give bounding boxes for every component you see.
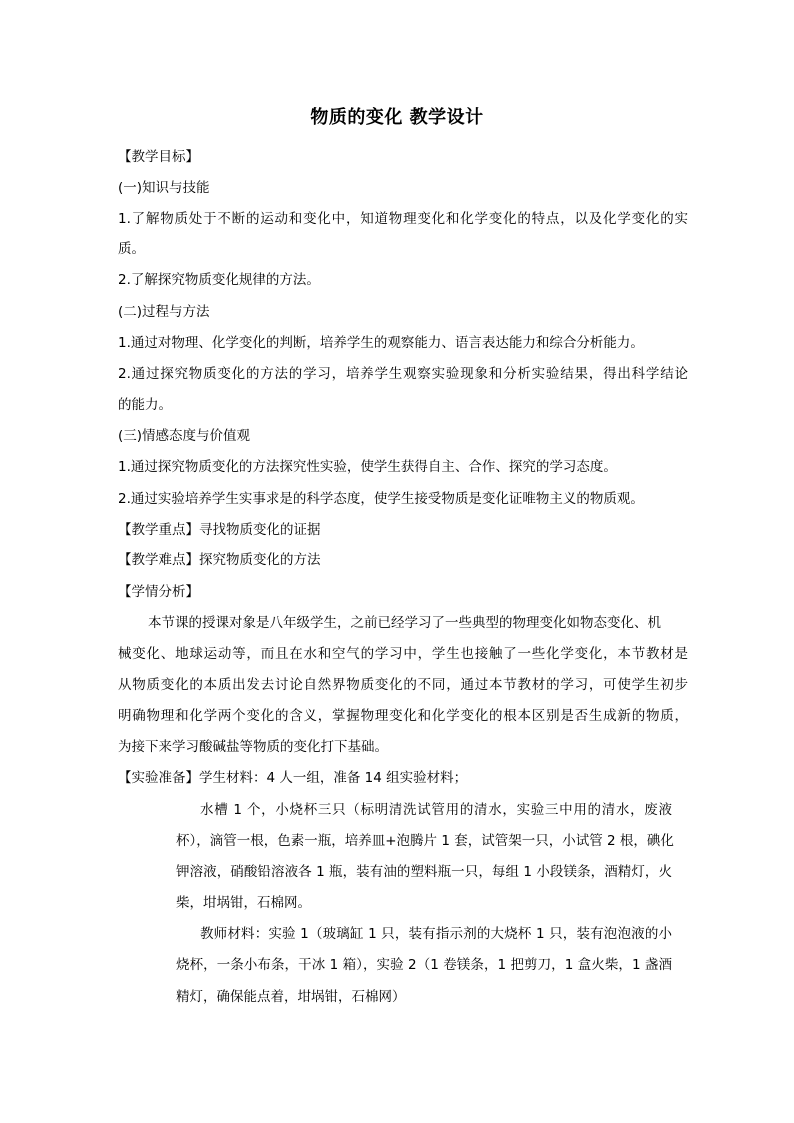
paragraph-line: 2.了解探究物质变化规律的方法。 xyxy=(118,272,320,288)
paragraph-line: 钾溶液，硝酸铅溶液各 1 瓶，装有油的塑料瓶一只，每组 1 小段镁条，酒精灯，火 xyxy=(176,864,672,880)
subsection-attitudes-values: (三)情感态度与价值观 xyxy=(118,428,251,444)
paragraph-line: 本节课的授课对象是八年级学生，之前已经学习了一些典型的物理变化如物态变化、机 xyxy=(148,615,661,631)
paragraph-line: 烧杯，一条小布条，干冰 1 箱），实验 2（1 卷镁条，1 把剪刀，1 盒火柴，1 盏酒 xyxy=(176,957,672,973)
document-title: 物质的变化 教学设计 xyxy=(310,107,484,128)
paragraph-line: 1.了解物质处于不断的运动和变化中，知道物理变化和化学变化的特点，以及化学变化的实 xyxy=(118,211,688,227)
paragraph-line: 1.通过对物理、化学变化的判断，培养学生的观察能力、语言表达能力和综合分析能力。 xyxy=(118,335,644,351)
paragraph-line: 杯），滴管一根，色素一瓶，培养皿+泡腾片 1 套，试管架一只，小试管 2 根，碘化 xyxy=(176,833,674,849)
paragraph-line: 的能力。 xyxy=(118,397,172,413)
paragraph-line: 柴，坩埚钳，石棉网。 xyxy=(176,895,311,911)
paragraph-line: 械变化、地球运动等，而且在水和空气的学习中，学生也接触了一些化学变化，本节教材是 xyxy=(118,646,688,662)
paragraph-line: 1.通过探究物质变化的方法探究性实验，使学生获得自主、合作、探究的学习态度。 xyxy=(118,459,617,475)
paragraph-line: 明确物理和化学两个变化的含义，掌握物理变化和化学变化的根本区别是否生成新的物质， xyxy=(118,708,688,724)
paragraph-line: 精灯，确保能点着，坩埚钳，石棉网） xyxy=(176,989,406,1005)
section-experiment-prep: 【实验准备】学生材料：4 人一组，准备 14 组实验材料； xyxy=(118,770,468,786)
section-difficult-points: 【教学难点】探究物质变化的方法 xyxy=(118,552,321,568)
paragraph-line: 教师材料：实验 1（玻璃缸 1 只，装有指示剂的大烧杯 1 只，装有泡泡液的小 xyxy=(200,926,672,942)
paragraph-line: 2.通过探究物质变化的方法的学习，培养学生观察实验现象和分析实验结果，得出科学结论 xyxy=(118,366,688,382)
section-heading-teaching-goals: 【教学目标】 xyxy=(118,149,199,165)
paragraph-line: 从物质变化的本质出发去讨论自然界物质变化的不同，通过本节教材的学习，可使学生初步 xyxy=(118,677,688,693)
paragraph-line: 水槽 1 个，小烧杯三只（标明清洗试管用的清水，实验三中用的清水，废液 xyxy=(200,802,672,818)
section-heading-student-analysis: 【学情分析】 xyxy=(118,584,199,600)
paragraph-line: 为接下来学习酸碱盐等物质的变化打下基础。 xyxy=(118,739,388,755)
paragraph-line: 质。 xyxy=(118,241,145,257)
section-key-points: 【教学重点】寻找物质变化的证据 xyxy=(118,522,321,538)
subsection-process-methods: (二)过程与方法 xyxy=(118,304,210,320)
subsection-knowledge-skills: (一)知识与技能 xyxy=(118,180,210,196)
paragraph-line: 2.通过实验培养学生实事求是的科学态度，使学生接受物质是变化证唯物主义的物质观。 xyxy=(118,491,644,507)
